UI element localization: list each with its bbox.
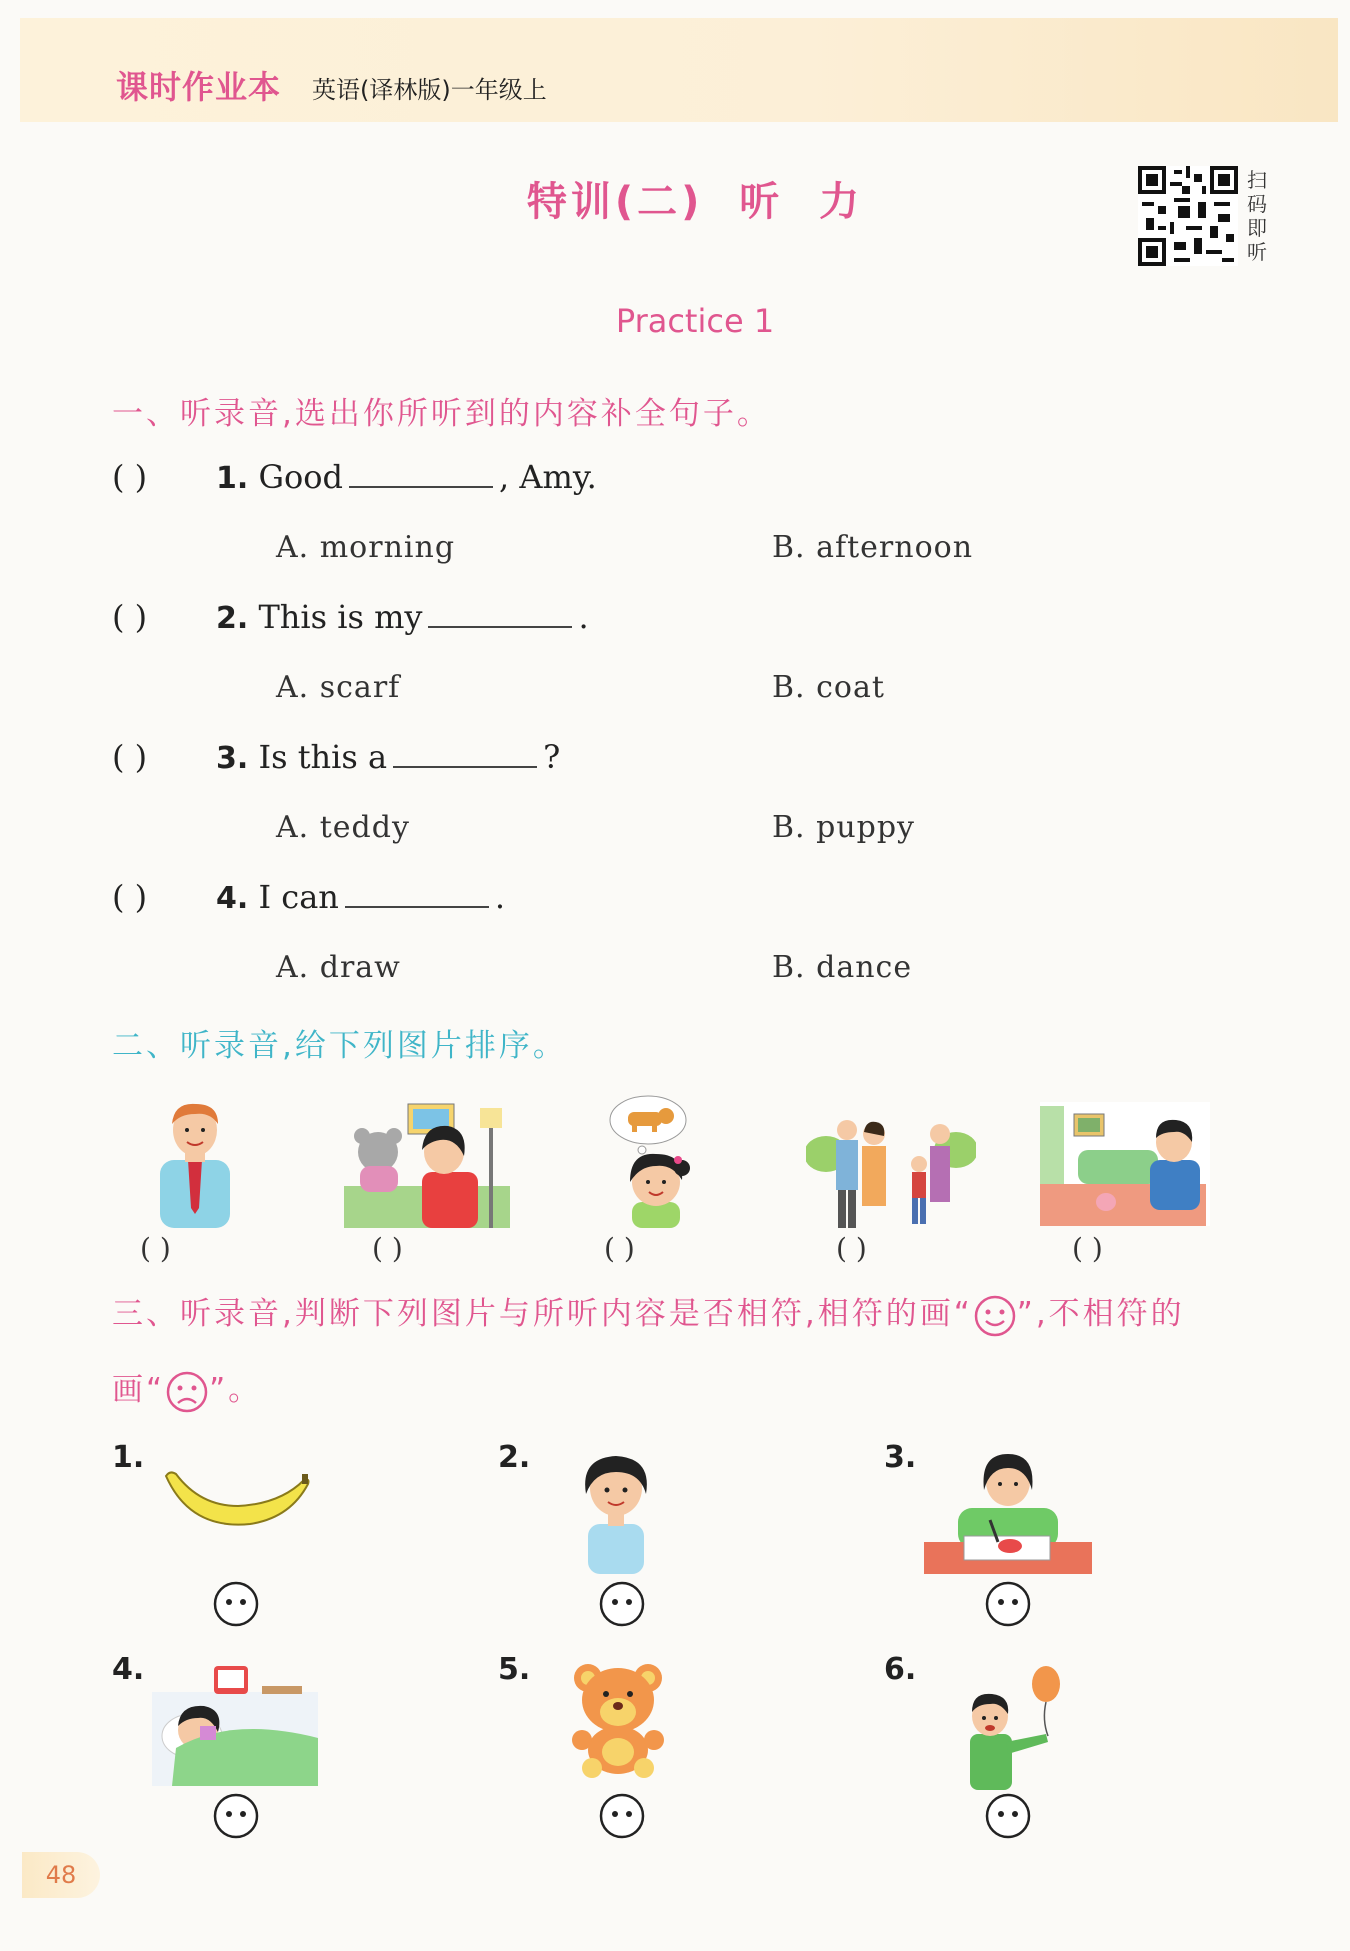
answer-paren[interactable]: ( ) — [112, 598, 148, 636]
blank-face-icon[interactable] — [598, 1580, 646, 1632]
qr-code-icon[interactable] — [1138, 166, 1238, 270]
item-6-number: 6. — [884, 1652, 917, 1687]
girl-sleeping-icon — [152, 1666, 318, 1790]
blank-face-icon[interactable] — [212, 1792, 260, 1844]
option-1a[interactable]: A. morning — [276, 530, 456, 565]
sad-face-icon — [165, 1370, 209, 1414]
answer-blank[interactable] — [428, 598, 572, 628]
option-1b[interactable]: B. afternoon — [772, 530, 974, 565]
section3-title-line2: 画“ ”。 — [112, 1364, 262, 1414]
answer-blank[interactable] — [345, 878, 489, 908]
answer-paren[interactable]: ( ) — [112, 738, 148, 776]
book-subtitle: 英语(译林版)一年级上 — [312, 76, 547, 104]
question-1: ( ) 1. Good , Amy. — [112, 458, 597, 496]
section2-title: 二、听录音,给下列图片排序。 — [112, 1028, 567, 1064]
answer-blank[interactable] — [393, 738, 537, 768]
option-4b[interactable]: B. dance — [772, 950, 913, 985]
question-4: ( ) 4. I can . — [112, 878, 506, 916]
page-number: 48 — [22, 1852, 100, 1898]
banana-icon — [160, 1470, 310, 1544]
order-paren-4[interactable]: ( ) — [836, 1232, 867, 1265]
option-3a[interactable]: A. teddy — [276, 810, 410, 845]
girl-thinking-puppy-icon — [606, 1094, 706, 1232]
family-waving-icon — [806, 1106, 976, 1232]
option-2b[interactable]: B. coat — [772, 670, 885, 705]
girl-with-teddy-icon — [344, 1100, 510, 1232]
question-2: ( ) 2. This is my . — [112, 598, 589, 636]
page-title: 特训(二) 听 力 — [526, 179, 864, 225]
girl-drawing-icon — [924, 1448, 1092, 1578]
boy-in-living-room-icon — [1040, 1102, 1210, 1230]
section1-title: 一、听录音,选出你所听到的内容补全句子。 — [112, 396, 771, 432]
item-5-number: 5. — [498, 1652, 531, 1687]
order-paren-3[interactable]: ( ) — [604, 1232, 635, 1265]
item-2-number: 2. — [498, 1440, 531, 1475]
boy-with-balloon-icon — [962, 1660, 1066, 1794]
item-4-number: 4. — [112, 1652, 145, 1687]
option-4a[interactable]: A. draw — [276, 950, 401, 985]
smile-face-icon — [973, 1294, 1017, 1338]
question-3: ( ) 3. Is this a ? — [112, 738, 561, 776]
qr-label: 扫 码 即 听 — [1247, 168, 1267, 264]
order-paren-5[interactable]: ( ) — [1072, 1232, 1103, 1265]
order-paren-2[interactable]: ( ) — [372, 1232, 403, 1265]
order-paren-1[interactable]: ( ) — [140, 1232, 171, 1265]
section3-title: 三、听录音,判断下列图片与所听内容是否相符,相符的画“ ”,不相符的 — [112, 1288, 1185, 1338]
blank-face-icon[interactable] — [598, 1792, 646, 1844]
item-1-number: 1. — [112, 1440, 145, 1475]
teddy-bear-icon — [566, 1660, 670, 1782]
man-in-tie-icon — [150, 1100, 240, 1232]
practice-heading: Practice 1 — [615, 302, 775, 340]
blank-face-icon[interactable] — [984, 1580, 1032, 1632]
answer-paren[interactable]: ( ) — [112, 458, 148, 496]
brand-title: 课时作业本 — [116, 68, 282, 106]
blank-face-icon[interactable] — [984, 1792, 1032, 1844]
answer-blank[interactable] — [349, 458, 493, 488]
item-3-number: 3. — [884, 1440, 917, 1475]
option-3b[interactable]: B. puppy — [772, 810, 915, 845]
girl-portrait-icon — [570, 1448, 662, 1578]
option-2a[interactable]: A. scarf — [276, 670, 401, 705]
answer-paren[interactable]: ( ) — [112, 878, 148, 916]
blank-face-icon[interactable] — [212, 1580, 260, 1632]
